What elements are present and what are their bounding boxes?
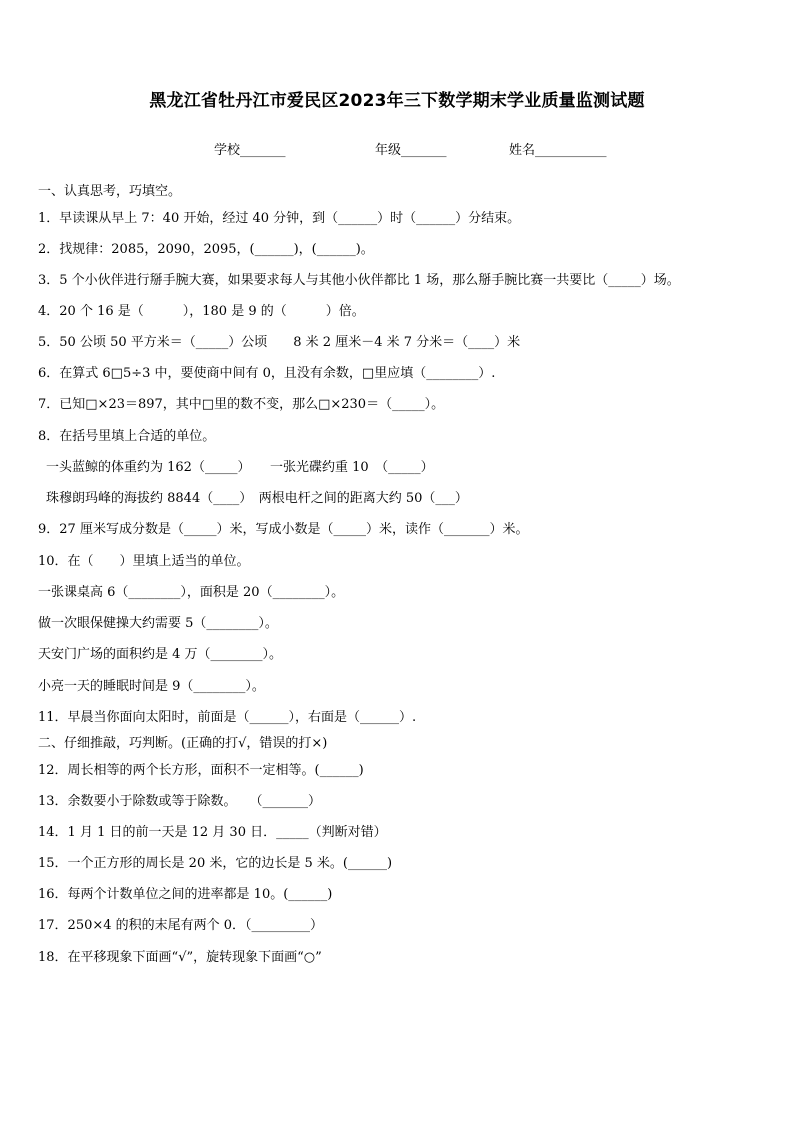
question-5: 5．50 公顷 50 平方米＝（_____）公顷 8 米 2 厘米－4 米 7 分米＝（____）米 [38,335,521,350]
question-10-item-b: 做一次眼保健操大约需要 5（________）。 [38,616,278,631]
question-15: 15．一个正方形的周长是 20 米，它的边长是 5 米。(______) [38,856,393,871]
question-18: 18．在平移现象下面画“√”，旋转现象下面画“○” [38,950,322,965]
question-17: 17．250×4 的积的末尾有两个 0．（_________） [38,918,324,933]
school-field: 学校_______ [214,143,286,158]
question-8: 8．在括号里填上合适的单位。 [38,429,216,444]
question-8-item-b: 珠穆朗玛峰的海拔约 8844（____） 两根电杆之间的距离大约 50（___） [46,491,468,506]
question-10-item-d: 小亮一天的睡眠时间是 9（________）。 [38,679,265,694]
question-13: 13．余数要小于除数或等于除数。 （_______） [38,794,322,809]
question-14: 14．1 月 1 日的前一天是 12 月 30 日．_____（判断对错） [38,825,387,840]
question-16: 16．每两个计数单位之间的进率都是 10。(______) [38,887,333,902]
section-heading-judge: 二、仔细推敲，巧判断。(正确的打√，错误的打×) [38,736,328,751]
question-8-item-a: 一头蓝鲸的体重约为 162（_____） 一张光碟约重 10 （_____） [46,460,434,475]
question-7: 7．已知□×23＝897，其中□里的数不变，那么□×230＝（_____）。 [38,397,445,412]
question-6: 6．在算式 6□5÷3 中，要使商中间有 0，且没有余数，□里应填（________）. [38,366,496,381]
question-1: 1．早读课从早上 7：40 开始，经过 40 分钟，到（______）时（______）分结束。 [38,211,521,226]
question-9: 9．27 厘米写成分数是（_____）米，写成小数是（_____）米，读作（_______）米。 [38,522,529,537]
question-3: 3．5 个小伙伴进行掰手腕大赛，如果要求每人与其他小伙伴都比 1 场，那么掰手腕比赛一共要比（_____）场。 [38,273,680,288]
question-2: 2．找规律：2085，2090，2095，(______)，(______)。 [38,242,374,257]
question-10-item-a: 一张课桌高 6（________），面积是 20（________）。 [38,585,345,600]
section-heading-fill: 一、认真思考，巧填空。 [38,184,182,199]
question-11: 11．早晨当你面向太阳时，前面是（______），右面是（______）. [38,710,417,725]
name-field: 姓名___________ [509,143,607,158]
question-4: 4．20 个 16 是（ ），180 是 9 的（ ）倍。 [38,304,365,319]
page-title: 黑龙江省牡丹江市爱民区2023年三下数学期末学业质量监测试题 [149,91,645,111]
question-12: 12．周长相等的两个长方形，面积不一定相等。(______) [38,763,364,778]
question-10-item-c: 天安门广场的面积约是 4 万（________）。 [38,647,283,662]
question-10: 10．在（ ）里填上适当的单位。 [38,554,250,569]
grade-field: 年级_______ [375,143,447,158]
